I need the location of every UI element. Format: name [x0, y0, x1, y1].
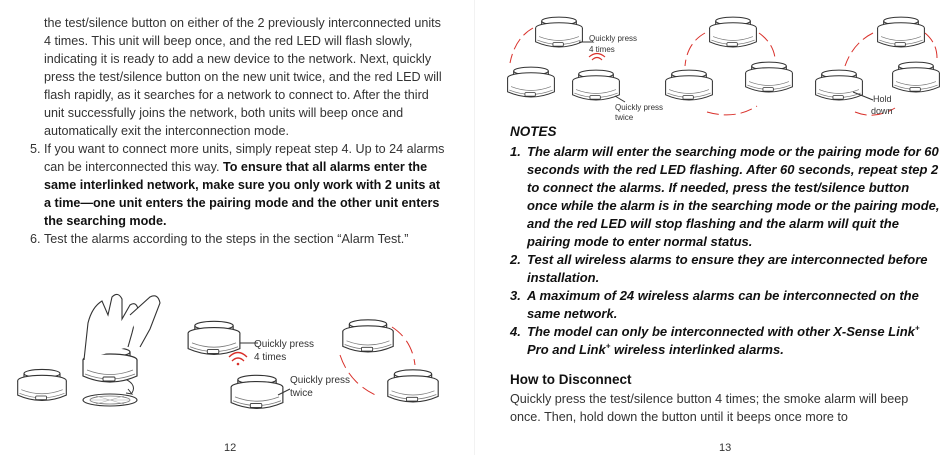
step-5 [30, 140, 450, 230]
notes-section [510, 124, 940, 426]
alarm-unit-icon [710, 17, 757, 47]
right-page [475, 0, 950, 455]
page-number-right: 13 [719, 442, 732, 454]
twice-label: twice [290, 388, 313, 399]
note-text: wireless interlinked alarms. [614, 342, 784, 357]
quick-press-twice-label: Quickly press [615, 103, 664, 112]
left-body-text [30, 14, 450, 248]
alarm-unit-icon [508, 67, 555, 97]
alarm-unit-icon [573, 70, 620, 100]
note-number: 4. [510, 324, 521, 339]
note-item [510, 287, 940, 323]
disconnect-heading: How to Disconnect [510, 372, 632, 387]
note-text: The alarm will enter the searching mode or the pairing mode for 60 seconds with the red LED flashing. After 60 seconds, repeat step 2 to connect the alarms. If needed, press the test/silence button once while the alarm is in the searching mode or the pairing mode, and the red LED will stop flashing and the alarm will quit the pairing mode to enter normal status. [527, 144, 940, 249]
step-6 [30, 230, 450, 248]
right-interconnect-figure [475, 8, 950, 120]
alarm-unit-icon [746, 62, 793, 92]
quick-press-4-label: Quickly press [589, 34, 638, 43]
alarm-unit-icon [18, 369, 67, 400]
red-connection-arc-icon [510, 28, 533, 63]
note-text: Pro and Link [527, 342, 606, 357]
notes-title: NOTES [510, 124, 557, 139]
step-5-text: If you want to connect more units, simply repeat step 4. Up to 24 alarms can be interconnected this way. [44, 142, 445, 174]
step-5-number: 5. [30, 142, 41, 156]
alarm-unit-icon [388, 370, 438, 402]
disconnect-paragraph: Quickly press the test/silence button 4 times; the smoke alarm will beep once. Then, hold down the button until it beeps once more to [510, 392, 909, 424]
note-number: 2. [510, 252, 521, 267]
step-6-number: 6. [30, 232, 41, 246]
wifi-signal-icon [589, 54, 605, 61]
page-number-left: 12 [224, 442, 237, 454]
alarm-unit-icon [188, 321, 240, 354]
step-6-text: Test the alarms according to the steps in the section “Alarm Test.” [44, 232, 409, 246]
hold-label: Hold [873, 94, 892, 104]
alarm-unit-icon [878, 17, 925, 47]
alarm-unit-icon [343, 320, 393, 352]
step4-continued-paragraph: the test/silence button on either of the 2 previously interconnected units 4 times. This unit will beep once, and the red LED will flash slowly, indicating it is ready to add a new device to the network. Next, quickly press the test/silence button on the new unit twice, and the red LED will flash rapidly, as it searches for a network to connect to. After the third unit successfully joins the network, both units will beep once and automatically exit the interconnection mode. [44, 16, 442, 138]
times-4-label: 4 times [589, 45, 615, 54]
twice-label: twice [615, 113, 634, 120]
times-4-label: 4 times [254, 352, 287, 363]
note-text: Test all wireless alarms to ensure they are interconnected before installation. [527, 252, 928, 285]
alarm-unit-icon [231, 375, 283, 408]
wifi-signal-icon [229, 353, 247, 366]
note-text: The model can only be interconnected with other X-Sense Link [527, 324, 915, 339]
step-5-bold-text: To ensure that all alarms enter the same interlinked network, make sure you only work with 2 units at a time—one unit enters the pairing mode and the other unit enters the searching mode. [44, 160, 441, 228]
quick-press-4-label: Quickly press [254, 339, 315, 350]
note-item [510, 323, 940, 359]
alarm-unit-icon [893, 62, 940, 92]
note-item [510, 251, 940, 287]
alarm-unit-icon [666, 70, 713, 100]
superscript-plus: + [914, 323, 920, 333]
note-number: 3. [510, 288, 521, 303]
superscript-plus: + [605, 341, 611, 351]
note-item [510, 143, 940, 251]
quick-press-twice-label: Quickly press [290, 375, 351, 386]
note-text: A maximum of 24 wireless alarms can be interconnected on the same network. [527, 288, 919, 321]
alarm-unit-icon [816, 70, 863, 100]
hand-removing-alarm-icon [83, 294, 160, 406]
left-interconnect-figure [0, 285, 475, 435]
down-label: down [871, 106, 893, 116]
note-number: 1. [510, 144, 521, 159]
alarm-unit-icon [536, 17, 583, 47]
